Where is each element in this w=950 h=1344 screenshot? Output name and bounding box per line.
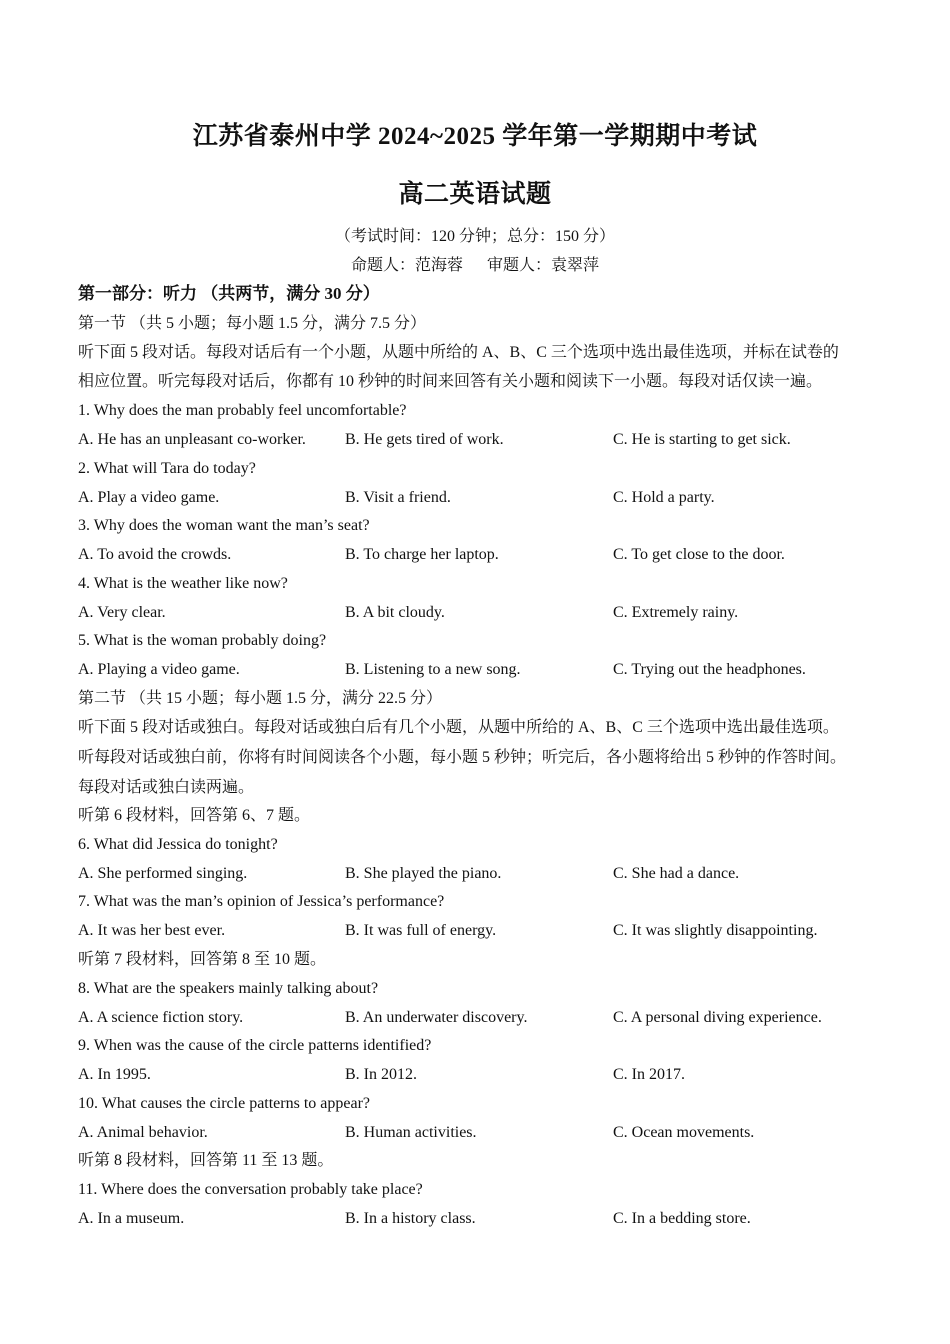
option-c: C. Trying out the headphones. — [613, 661, 806, 678]
option-a: A. Very clear. — [78, 604, 166, 621]
question-text: 4. What is the weather like now? — [78, 575, 288, 592]
option-b: B. She played the piano. — [345, 865, 502, 882]
question-text: 10. What causes the circle patterns to appear? — [78, 1095, 371, 1112]
question-text: 2. What will Tara do today? — [78, 460, 256, 477]
option-c: C. To get close to the door. — [613, 546, 785, 563]
option-b: B. In a history class. — [345, 1210, 476, 1227]
option-a: A. She performed singing. — [78, 865, 248, 882]
option-a: A. To avoid the crowds. — [78, 546, 232, 563]
option-a: A. He has an unpleasant co-worker. — [78, 431, 306, 448]
option-c: C. He is starting to get sick. — [613, 431, 791, 448]
reviewer-label: 审题人：袁翠萍 — [487, 257, 600, 274]
option-b: B. Listening to a new song. — [345, 661, 521, 678]
author-label: 命题人：范海蓉 — [350, 257, 463, 274]
option-c: C. Ocean movements. — [613, 1124, 755, 1141]
exam-title: 江苏省泰州中学 2024~2025 学年第一学期期中考试 — [192, 123, 758, 150]
material-note: 听第 7 段材料，回答第 8 至 10 题。 — [78, 951, 327, 968]
section1-instructions-2: 相应位置。听完每段对话后，你都有 10 秒钟的时间来回答有关小题和阅读下一小题。每段对话仅读一遍。 — [78, 373, 823, 390]
exam-credits — [0, 256, 950, 276]
option-b: B. In 2012. — [345, 1066, 417, 1083]
section2-instructions-1: 听下面 5 段对话或独白。每段对话或独白后有几个小题，从题中所给的 A、B、C 三个选项中选出最佳选项。 — [78, 719, 839, 736]
option-c: C. Hold a party. — [613, 489, 715, 506]
option-c: C. A personal diving experience. — [613, 1009, 822, 1026]
question-text: 5. What is the woman probably doing? — [78, 632, 327, 649]
option-b: B. It was full of energy. — [345, 922, 497, 939]
option-b: B. A bit cloudy. — [345, 604, 445, 621]
option-c: C. In a bedding store. — [613, 1210, 751, 1227]
section2-instructions-2: 听每段对话或独白前，你将有时间阅读各个小题，每小题 5 秒钟；听完后，各小题将给出 5 秒钟的作答时间。 — [78, 749, 847, 766]
option-c: C. She had a dance. — [613, 865, 740, 882]
option-a: A. Animal behavior. — [78, 1124, 208, 1141]
question-text: 6. What did Jessica do tonight? — [78, 836, 278, 853]
option-a: A. Play a video game. — [78, 489, 220, 506]
option-b: B. He gets tired of work. — [345, 431, 504, 448]
option-b: B. An underwater discovery. — [345, 1009, 528, 1026]
option-a: A. In 1995. — [78, 1066, 151, 1083]
option-a: A. In a museum. — [78, 1210, 185, 1227]
section1-instructions-1: 听下面 5 段对话。每段对话后有一个小题，从题中所给的 A、B、C 三个选项中选出最佳选项，并标在试卷的 — [78, 344, 839, 361]
option-b: B. Human activities. — [345, 1124, 477, 1141]
option-c: C. In 2017. — [613, 1066, 685, 1083]
option-c: C. It was slightly disappointing. — [613, 922, 818, 939]
option-a: A. It was her best ever. — [78, 922, 226, 939]
question-text: 7. What was the man’s opinion of Jessica’s performance? — [78, 893, 445, 910]
section1-heading: 第一节 （共 5 小题；每小题 1.5 分，满分 7.5 分） — [78, 315, 427, 332]
exam-subtitle: 高二英语试题 — [398, 181, 552, 208]
question-text: 8. What are the speakers mainly talking about? — [78, 980, 379, 997]
question-text: 11. Where does the conversation probably take place? — [78, 1181, 423, 1198]
part1-heading: 第一部分：听力 （共两节，满分 30 分） — [78, 284, 380, 303]
option-a: A. Playing a video game. — [78, 661, 240, 678]
exam-info: （考试时间：120 分钟；总分：150 分） — [334, 228, 615, 245]
option-b: B. To charge her laptop. — [345, 546, 499, 563]
section2-instructions-3: 每段对话或独白读两遍。 — [78, 779, 255, 796]
option-a: A. A science fiction story. — [78, 1009, 244, 1026]
question-text: 3. Why does the woman want the man’s seat? — [78, 517, 370, 534]
question-text: 9. When was the cause of the circle patterns identified? — [78, 1037, 432, 1054]
question-text: 1. Why does the man probably feel uncomfortable? — [78, 402, 407, 419]
option-b: B. Visit a friend. — [345, 489, 451, 506]
material-note: 听第 8 段材料，回答第 11 至 13 题。 — [78, 1152, 334, 1169]
option-c: C. Extremely rainy. — [613, 604, 739, 621]
material-note: 听第 6 段材料，回答第 6、7 题。 — [78, 807, 311, 824]
section2-heading: 第二节 （共 15 小题；每小题 1.5 分，满分 22.5 分） — [78, 690, 443, 707]
